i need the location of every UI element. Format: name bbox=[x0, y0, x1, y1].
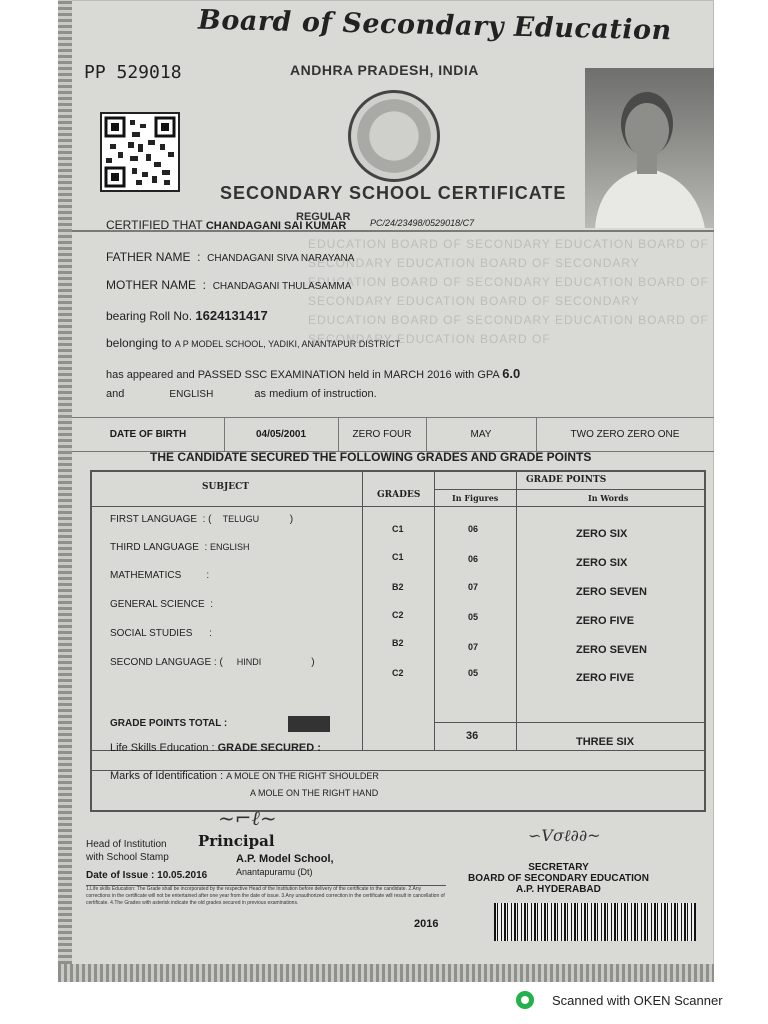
left-border bbox=[58, 0, 72, 982]
subject-row-5: SOCIAL STUDIES : bbox=[110, 628, 212, 639]
scanner-label: Scanned with OKEN Scanner bbox=[552, 992, 723, 1008]
father-name: CHANDAGANI SIVA NARAYANA bbox=[207, 253, 355, 264]
dob-row bbox=[72, 417, 714, 452]
grade-2: C1 bbox=[392, 552, 404, 562]
mother-row: MOTHER NAME : CHANDAGANI THULASAMMA bbox=[106, 278, 352, 292]
roll-row bbox=[106, 308, 268, 323]
col-grade-points: GRADE POINTS bbox=[526, 475, 607, 485]
state-label: ANDHRA PRADESH, INDIA bbox=[290, 62, 479, 78]
mark-2: A MOLE ON THE RIGHT HAND bbox=[250, 788, 379, 798]
serial-number: PP 529018 bbox=[84, 62, 182, 83]
dob-year-words: TWO ZERO ZERO ONE bbox=[570, 429, 680, 440]
words-3: ZERO SEVEN bbox=[576, 586, 647, 598]
certificate-title: SECONDARY SCHOOL CERTIFICATE bbox=[220, 183, 567, 203]
qr-code-icon bbox=[100, 112, 180, 192]
footnotes: 1.Life skills Education: The Grade shall be incorporated by the respective Head of the Institution before delivery of the certificate to the candidate. 2.Any corrections in the certificate will not be entertained after one year from the date of issue. 3.Any unauthorized correction in the certificate will result in cancellation of certificate. 4.The Grades with asterisk indicate the old grades secured in previous examinations. bbox=[86, 885, 446, 930]
mother-label: MOTHER NAME bbox=[106, 278, 196, 292]
words-1: ZERO SIX bbox=[576, 528, 628, 540]
total-figures: 36 bbox=[466, 730, 479, 742]
mother-name: CHANDAGANI THULASAMMA bbox=[212, 281, 352, 292]
col-in-figures: In Figures bbox=[452, 493, 499, 503]
grade-5: B2 bbox=[392, 638, 404, 648]
dob-month: MAY bbox=[426, 418, 537, 451]
registration-number: PC/24/23498/0529018/C7 bbox=[370, 218, 475, 228]
roll-label: bearing Roll No. bbox=[106, 309, 193, 323]
figure-6: 05 bbox=[468, 668, 479, 678]
col-grades: GRADES bbox=[377, 490, 421, 500]
and-label: and bbox=[106, 388, 125, 400]
medium-value: ENGLISH bbox=[169, 389, 214, 400]
scanner-watermark bbox=[516, 991, 723, 1009]
subject-row-4: GENERAL SCIENCE : bbox=[110, 599, 213, 610]
col-subject: SUBJECT bbox=[202, 482, 249, 492]
head-institution: Head of Institution with School Stamp bbox=[86, 839, 169, 863]
bottom-border bbox=[58, 964, 714, 982]
school-stamp: A.P. Model School, Anantapuramu (Dt) bbox=[236, 853, 334, 877]
passed-row bbox=[106, 366, 520, 381]
secretary-signature-icon: ∽Vσℓ∂∂~ bbox=[528, 826, 601, 845]
dob-value: 04/05/2001 bbox=[224, 418, 339, 451]
figure-2: 06 bbox=[468, 554, 479, 564]
medium-text: as medium of instruction. bbox=[254, 388, 377, 400]
school-row bbox=[106, 336, 400, 350]
figure-1: 06 bbox=[468, 524, 479, 534]
col-in-words: In Words bbox=[588, 493, 629, 503]
regular-label: REGULAR bbox=[296, 211, 351, 223]
oken-logo-icon bbox=[516, 991, 534, 1009]
passed-text: has appeared and PASSED SSC EXAMINATION held in MARCH 2016 with GPA bbox=[106, 369, 500, 381]
total-label: GRADE POINTS TOTAL : bbox=[110, 718, 228, 729]
marks-row: Marks of Identification : A MOLE ON THE RIGHT SHOULDER bbox=[110, 770, 379, 782]
candidate-photo bbox=[585, 68, 714, 228]
roll-number: 1624131417 bbox=[195, 308, 268, 323]
grade-3: B2 bbox=[392, 582, 404, 592]
date-of-issue: Date of Issue : 10.05.2016 bbox=[86, 870, 208, 881]
issue-year: 2016 bbox=[414, 918, 439, 930]
medium-row bbox=[106, 388, 377, 400]
subject-row-3: MATHEMATICS : bbox=[110, 570, 210, 581]
subject-row-2: THIRD LANGUAGE : ENGLISH bbox=[110, 542, 250, 553]
grades-table bbox=[90, 470, 706, 812]
barcode-icon bbox=[494, 903, 696, 941]
board-title: Board of Secondary Education bbox=[198, 4, 672, 47]
father-row: FATHER NAME : CHANDAGANI SIVA NARAYANA bbox=[106, 250, 355, 264]
certified-label: CERTIFIED THAT bbox=[106, 218, 203, 232]
belonging-label: belonging to bbox=[106, 336, 172, 350]
dob-day-words: ZERO FOUR bbox=[338, 418, 427, 451]
figure-5: 07 bbox=[468, 642, 479, 652]
grade-6: C2 bbox=[392, 668, 404, 678]
total-words: THREE SIX bbox=[576, 736, 635, 748]
principal-signature-icon: ~⌐ℓ~ bbox=[218, 806, 277, 830]
grade-4: C2 bbox=[392, 610, 404, 620]
life-skills-row: Life Skills Education : GRADE SECURED : bbox=[110, 742, 321, 754]
principal-label: Principal bbox=[198, 832, 275, 850]
secretary-block: SECRETARY BOARD OF SECONDARY EDUCATION A.P. HYDERABAD bbox=[468, 862, 649, 895]
dob-label: DATE OF BIRTH bbox=[72, 418, 225, 451]
certified-row bbox=[106, 218, 346, 232]
figure-3: 07 bbox=[468, 582, 479, 592]
words-5: ZERO SEVEN bbox=[576, 644, 647, 656]
candidate-name: CHANDAGANI SAI KUMAR bbox=[205, 220, 347, 232]
grade-1: C1 bbox=[392, 524, 404, 534]
father-label: FATHER NAME bbox=[106, 250, 191, 264]
subject-row-1: FIRST LANGUAGE : ( TELUGU ) bbox=[110, 514, 294, 525]
school-name: A P MODEL SCHOOL, YADIKI, ANANTAPUR DISTRICT bbox=[174, 339, 401, 349]
subject-row-6: SECOND LANGUAGE : ( HINDI ) bbox=[110, 657, 315, 668]
words-4: ZERO FIVE bbox=[576, 615, 635, 627]
grades-heading: THE CANDIDATE SECURED THE FOLLOWING GRADES AND GRADE POINTS bbox=[150, 450, 592, 464]
grade-stamp-icon bbox=[288, 716, 330, 732]
words-2: ZERO SIX bbox=[576, 557, 628, 569]
figure-4: 05 bbox=[468, 612, 479, 622]
watermark-text: EDUCATION BOARD OF SECONDARY EDUCATION BOARD OF SECONDARY EDUCATION BOARD OF SECONDARY EDUCATION BOARD OF SECONDARY EDUCATION BOARD OF SECONDARY EDUCATION BOARD OF SECONDARY EDUCATION BOARD OF SECONDARY EDUCATION BOARD OF SECONDARY EDUCATION BOARD OF bbox=[308, 237, 709, 346]
words-6: ZERO FIVE bbox=[576, 672, 635, 684]
certificate bbox=[58, 0, 714, 982]
state-emblem-icon bbox=[348, 90, 440, 182]
gpa-value: 6.0 bbox=[502, 366, 521, 381]
